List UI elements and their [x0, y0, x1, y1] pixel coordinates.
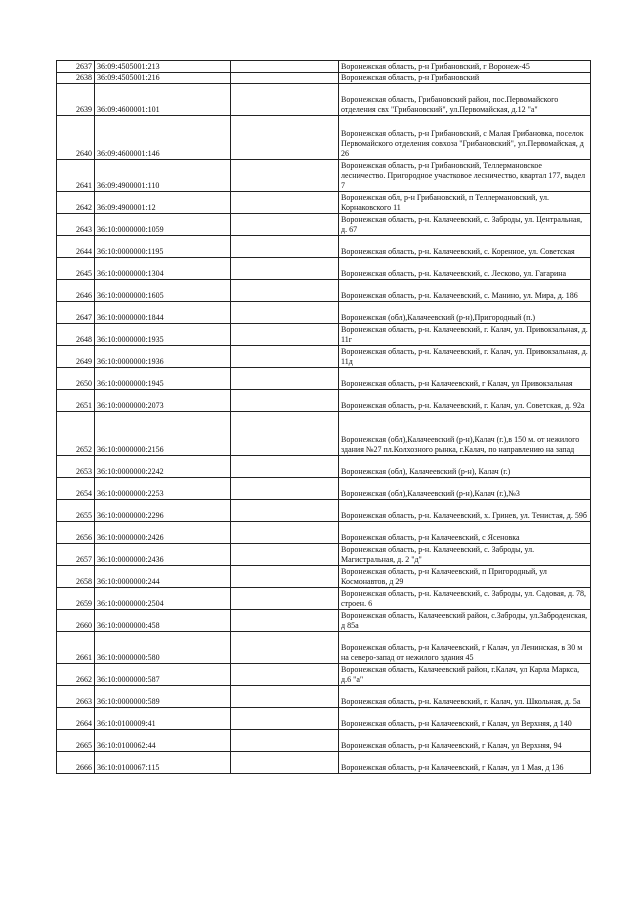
- address-cell: Воронежская обл, р-н Грибановский, п Теллермановский, ул. Корнаковского 11: [339, 192, 591, 214]
- row-number: 2653: [57, 456, 95, 478]
- row-number: 2655: [57, 500, 95, 522]
- address-cell: Воронежская область, р-н. Калачеевский, х. Гринев, ул. Тенистая, д. 59б: [339, 500, 591, 522]
- address-cell: Воронежская область, Калачеевский район, с.Заброды, ул.Заброденская, д 85а: [339, 610, 591, 632]
- row-number: 2660: [57, 610, 95, 632]
- table-row: [57, 478, 591, 500]
- empty-cell: [231, 346, 339, 368]
- table-row: [57, 302, 591, 324]
- table-row: [57, 456, 591, 478]
- address-cell: Воронежская область, р-н. Калачеевский, с. Заброды, ул. Магистральная, д. 2 "д": [339, 544, 591, 566]
- empty-cell: [231, 302, 339, 324]
- table-row: [57, 686, 591, 708]
- address-cell: Воронежская область, р-н. Калачеевский, г. Калач, ул. Школьная, д. 5а: [339, 686, 591, 708]
- empty-cell: [231, 84, 339, 116]
- table-row: [57, 258, 591, 280]
- row-number: 2657: [57, 544, 95, 566]
- address-cell: Воронежская область, р-н Калачеевский, п Пригородный, ул Космонавтов, д 29: [339, 566, 591, 588]
- empty-cell: [231, 544, 339, 566]
- table-row: [57, 192, 591, 214]
- row-number: 2638: [57, 73, 95, 84]
- address-cell: Воронежская область, Грибановский район, пос.Первомайского отделения свх "Грибановский", ул.Первомайская, д.12 "а": [339, 84, 591, 116]
- address-cell: Воронежская область, р-н. Калачеевский, с. Коренное, ул. Советская: [339, 236, 591, 258]
- empty-cell: [231, 708, 339, 730]
- table-row: [57, 522, 591, 544]
- empty-cell: [231, 258, 339, 280]
- table-row: [57, 61, 591, 73]
- address-cell: Воронежская область, р-н Калачеевский, г Калач, ул Ленинская, в 30 м на северо-запад от нежилого здания 45: [339, 632, 591, 664]
- table-row: [57, 280, 591, 302]
- row-number: 2664: [57, 708, 95, 730]
- table-row: [57, 730, 591, 752]
- address-cell: Воронежская область, р-н. Калачеевский, с. Манино, ул. Мира, д. 186: [339, 280, 591, 302]
- row-number: 2647: [57, 302, 95, 324]
- row-number: 2649: [57, 346, 95, 368]
- table-row: [57, 160, 591, 192]
- empty-cell: [231, 192, 339, 214]
- empty-cell: [231, 500, 339, 522]
- empty-cell: [231, 632, 339, 664]
- cadastral-number: 36:09:4505001:216: [95, 73, 231, 84]
- address-cell: Воронежская область, р-н. Калачеевский, г. Калач, ул. Привокзальная, д. 11г: [339, 324, 591, 346]
- row-number: 2662: [57, 664, 95, 686]
- empty-cell: [231, 324, 339, 346]
- table-row: [57, 664, 591, 686]
- address-cell: Воронежская область, р-н Грибановский: [339, 73, 591, 84]
- cadastral-number: 36:10:0000000:1945: [95, 368, 231, 390]
- empty-cell: [231, 456, 339, 478]
- table-row: [57, 752, 591, 774]
- row-number: 2644: [57, 236, 95, 258]
- document-table: [56, 60, 591, 774]
- row-number: 2663: [57, 686, 95, 708]
- row-number: 2646: [57, 280, 95, 302]
- cadastral-number: 36:09:4900001:110: [95, 160, 231, 192]
- table-row: [57, 544, 591, 566]
- empty-cell: [231, 610, 339, 632]
- row-number: 2648: [57, 324, 95, 346]
- table-row: [57, 84, 591, 116]
- empty-cell: [231, 160, 339, 192]
- address-cell: Воронежская область, р-н Грибановский, с Малая Грибановка, поселок Первомайского отделения совхоза "Грибановский", ул.Первомайская, д 26: [339, 116, 591, 160]
- address-cell: Воронежская область, Калачеевский район, г.Калач, ул Карла Маркса, д.6 "а": [339, 664, 591, 686]
- table-row: [57, 324, 591, 346]
- cadastral-number: 36:10:0000000:2504: [95, 588, 231, 610]
- row-number: 2639: [57, 84, 95, 116]
- cadastral-number: 36:10:0000000:2156: [95, 412, 231, 456]
- table-row: [57, 412, 591, 456]
- cadastral-number: 36:10:0000000:1605: [95, 280, 231, 302]
- row-number: 2640: [57, 116, 95, 160]
- cadastral-number: 36:10:0000000:1304: [95, 258, 231, 280]
- address-cell: Воронежская область, р-н Калачеевский, г Калач, ул 1 Мая, д 136: [339, 752, 591, 774]
- row-number: 2659: [57, 588, 95, 610]
- cadastral-number: 36:10:0000000:2426: [95, 522, 231, 544]
- row-number: 2643: [57, 214, 95, 236]
- cadastral-number: 36:10:0000000:2073: [95, 390, 231, 412]
- row-number: 2666: [57, 752, 95, 774]
- cadastral-number: 36:10:0100009:41: [95, 708, 231, 730]
- empty-cell: [231, 752, 339, 774]
- table-row: [57, 610, 591, 632]
- row-number: 2656: [57, 522, 95, 544]
- cadastral-number: 36:10:0000000:1935: [95, 324, 231, 346]
- table-row: [57, 368, 591, 390]
- empty-cell: [231, 588, 339, 610]
- address-cell: Воронежская область, р-н. Калачеевский, с. Лесково, ул. Гагарина: [339, 258, 591, 280]
- address-cell: Воронежская область, р-н Грибановский, Теллермановское лесничество. Пригородное участковое лесничество, квартал 177, выдел 7: [339, 160, 591, 192]
- row-number: 2651: [57, 390, 95, 412]
- cadastral-number: 36:10:0000000:587: [95, 664, 231, 686]
- row-number: 2661: [57, 632, 95, 664]
- cadastral-number: 36:10:0000000:2296: [95, 500, 231, 522]
- empty-cell: [231, 61, 339, 73]
- row-number: 2658: [57, 566, 95, 588]
- cadastral-number: 36:09:4900001:12: [95, 192, 231, 214]
- empty-cell: [231, 664, 339, 686]
- address-cell: Воронежская область, р-н. Калачеевский, г. Калач, ул. Привокзальная, д. 11д: [339, 346, 591, 368]
- cadastral-number: 36:10:0000000:2253: [95, 478, 231, 500]
- address-cell: Воронежская область, р-н. Калачеевский, г. Калач, ул. Советская, д. 92а: [339, 390, 591, 412]
- address-cell: Воронежская область, р-н Калачеевский, г Калач, ул Привокзальная: [339, 368, 591, 390]
- empty-cell: [231, 214, 339, 236]
- address-cell: Воронежская область, р-н Калачеевский, г Калач, ул Верхняя, д 140: [339, 708, 591, 730]
- table-row: [57, 708, 591, 730]
- row-number: 2637: [57, 61, 95, 73]
- empty-cell: [231, 522, 339, 544]
- table-row: [57, 236, 591, 258]
- empty-cell: [231, 236, 339, 258]
- row-number: 2645: [57, 258, 95, 280]
- cadastral-number: 36:10:0000000:1059: [95, 214, 231, 236]
- row-number: 2652: [57, 412, 95, 456]
- cadastral-number: 36:10:0100062:44: [95, 730, 231, 752]
- cadastral-number: 36:10:0000000:2242: [95, 456, 231, 478]
- cadastral-number: 36:09:4600001:146: [95, 116, 231, 160]
- table-row: [57, 566, 591, 588]
- cadastral-number: 36:10:0000000:458: [95, 610, 231, 632]
- table-body: [57, 61, 591, 774]
- empty-cell: [231, 73, 339, 84]
- cadastral-number: 36:10:0000000:1936: [95, 346, 231, 368]
- address-cell: Воронежская (обл),Калачеевский (р-н),Пригородный (п.): [339, 302, 591, 324]
- empty-cell: [231, 412, 339, 456]
- table-row: [57, 214, 591, 236]
- row-number: 2641: [57, 160, 95, 192]
- address-cell: Воронежская (обл), Калачеевский (р-н), Калач (г.): [339, 456, 591, 478]
- empty-cell: [231, 478, 339, 500]
- empty-cell: [231, 390, 339, 412]
- cadastral-number: 36:10:0100067:115: [95, 752, 231, 774]
- address-cell: Воронежская область, р-н Грибановский, г Воронеж-45: [339, 61, 591, 73]
- row-number: 2642: [57, 192, 95, 214]
- cadastral-number: 36:09:4505001:213: [95, 61, 231, 73]
- table-row: [57, 632, 591, 664]
- table-row: [57, 588, 591, 610]
- table-row: [57, 116, 591, 160]
- empty-cell: [231, 566, 339, 588]
- empty-cell: [231, 116, 339, 160]
- cadastral-number: 36:10:0000000:589: [95, 686, 231, 708]
- address-cell: Воронежская область, р-н Калачеевский, г Калач, ул Верхняя, 94: [339, 730, 591, 752]
- address-cell: Воронежская область, р-н. Калачеевский, с. Заброды, ул. Садовая, д. 78, строен. 6: [339, 588, 591, 610]
- cadastral-number: 36:10:0000000:2436: [95, 544, 231, 566]
- cadastral-number: 36:10:0000000:1195: [95, 236, 231, 258]
- cadastral-number: 36:10:0000000:1844: [95, 302, 231, 324]
- table-row: [57, 73, 591, 84]
- row-number: 2654: [57, 478, 95, 500]
- row-number: 2650: [57, 368, 95, 390]
- cadastral-number: 36:10:0000000:580: [95, 632, 231, 664]
- table-row: [57, 500, 591, 522]
- table-row: [57, 346, 591, 368]
- table-row: [57, 390, 591, 412]
- empty-cell: [231, 368, 339, 390]
- row-number: 2665: [57, 730, 95, 752]
- cadastral-number: 36:10:0000000:244: [95, 566, 231, 588]
- address-cell: Воронежская (обл),Калачеевский (р-н),Калач (г.),№3: [339, 478, 591, 500]
- empty-cell: [231, 280, 339, 302]
- address-cell: Воронежская (обл),Калачеевский (р-н),Калач (г.),в 150 м. от нежилого здания №27 пл.Колхозного рынка, г.Калач, по направлению на запад: [339, 412, 591, 456]
- empty-cell: [231, 686, 339, 708]
- address-cell: Воронежская область, р-н. Калачеевский, с. Заброды, ул. Центральная, д. 67: [339, 214, 591, 236]
- address-cell: Воронежская область, р-н Калачеевский, с Ясеновка: [339, 522, 591, 544]
- cadastral-number: 36:09:4600001:101: [95, 84, 231, 116]
- empty-cell: [231, 730, 339, 752]
